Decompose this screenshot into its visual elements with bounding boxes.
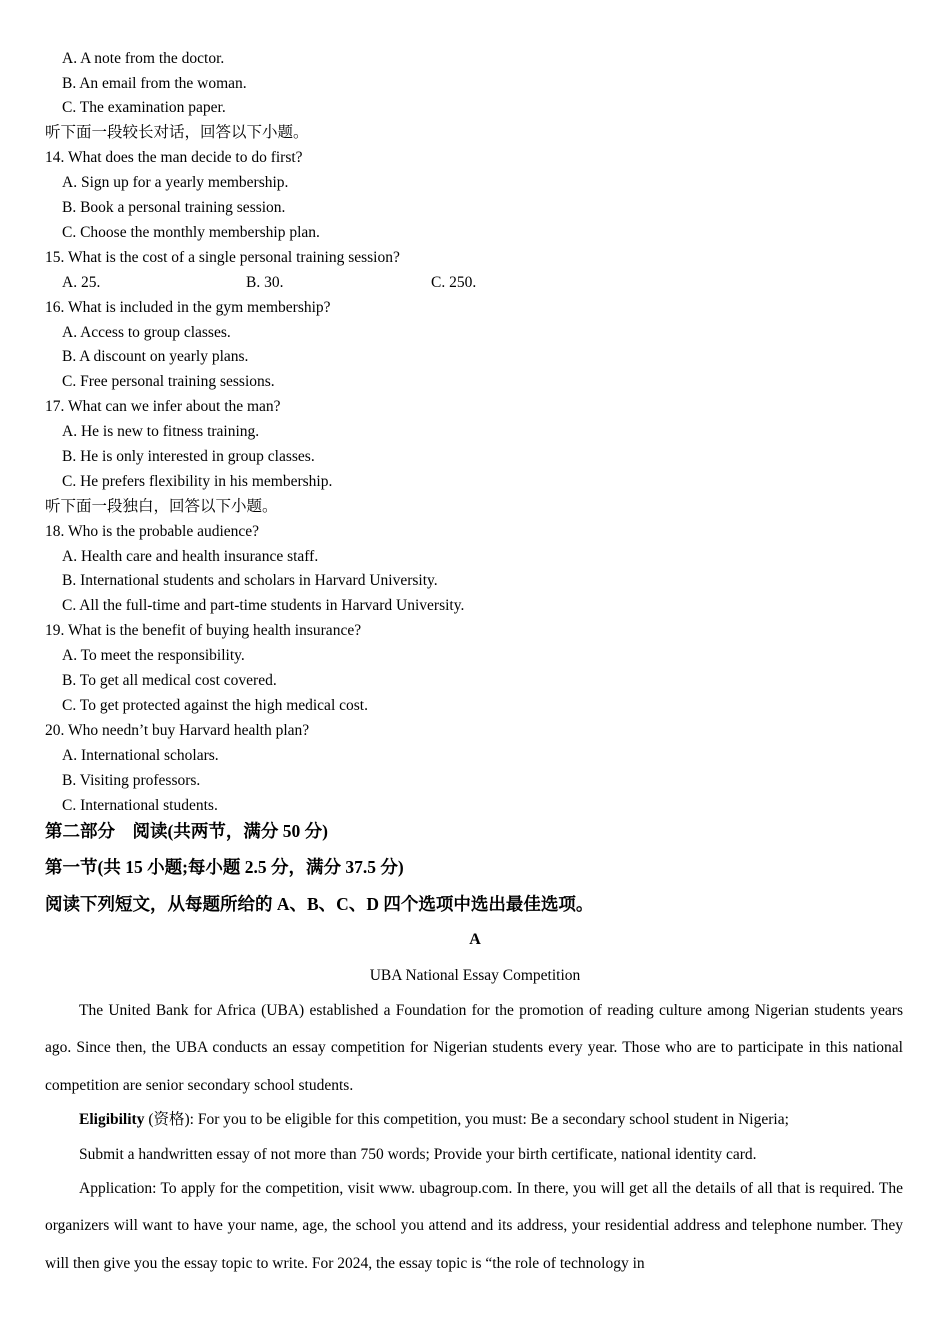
q17-option-b: B. He is only interested in group classes. xyxy=(62,448,315,465)
q14-option-b: B. Book a personal training session. xyxy=(62,199,286,216)
q16-stem: 16. What is included in the gym membership? xyxy=(45,299,331,316)
passage-letter: A xyxy=(469,931,481,948)
passage-paragraph-3: Submit a handwritten essay of not more than 750 words; Provide your birth certificate, national identity card. xyxy=(79,1146,757,1163)
q17-option-a: A. He is new to fitness training. xyxy=(62,423,260,440)
q18-option-b: B. International students and scholars in Harvard University. xyxy=(62,572,438,589)
q20-option-c: C. International students. xyxy=(62,797,218,814)
q17-option-c: C. He prefers flexibility in his membership. xyxy=(62,473,333,490)
q13-option-b: B. An email from the woman. xyxy=(62,75,247,92)
q18-stem: 18. Who is the probable audience? xyxy=(45,523,260,540)
q18-option-c: C. All the full-time and part-time students in Harvard University. xyxy=(62,597,465,614)
q14-option-c: C. Choose the monthly membership plan. xyxy=(62,224,320,241)
q14-stem: 14. What does the man decide to do first? xyxy=(45,149,303,166)
q18-option-a: A. Health care and health insurance staff. xyxy=(62,548,319,565)
q19-option-c: C. To get protected against the high medical cost. xyxy=(62,697,368,714)
q16-option-c: C. Free personal training sessions. xyxy=(62,373,275,390)
q19-option-b: B. To get all medical cost covered. xyxy=(62,672,277,689)
eligibility-paragraph xyxy=(79,1110,789,1130)
q16-option-a: A. Access to group classes. xyxy=(62,324,231,341)
passage-title: UBA National Essay Competition xyxy=(369,967,581,984)
section1-heading: 第一节(共 15 小题;每小题 2.5 分，满分 37.5 分) xyxy=(45,857,404,877)
q20-option-a: A. International scholars. xyxy=(62,747,219,764)
q15-option-a: A. 25. xyxy=(62,274,101,291)
passage-paragraph-4: Application: To apply for the competition, visit www. ubagroup.com. In there, you will get all the details of all that is required. The organizers will want to have your name, age, the school you attend and its address, your residential address and telephone number. They will then give you the essay topic to write. For 2024, the essay topic is “the role of technology in xyxy=(45,1180,903,1272)
eligibility-text: (资格): For you to be eligible for this competition, you must: Be a secondary school student in Nigeria; xyxy=(144,1111,789,1128)
q15-option-b: B. 30. xyxy=(246,274,284,291)
q19-option-a: A. To meet the responsibility. xyxy=(62,647,245,664)
q13-option-c: C. The examination paper. xyxy=(62,99,226,116)
q20-option-b: B. Visiting professors. xyxy=(62,772,201,789)
q20-stem: 20. Who needn’t buy Harvard health plan? xyxy=(45,722,310,739)
q17-stem: 17. What can we infer about the man? xyxy=(45,398,281,415)
monologue-instruction: 听下面一段独白，回答以下小题。 xyxy=(45,498,278,515)
q16-option-b: B. A discount on yearly plans. xyxy=(62,348,249,365)
reading-instruction: 阅读下列短文，从每题所给的 A、B、C、D 四个选项中选出最佳选项。 xyxy=(45,894,594,914)
q14-option-a: A. Sign up for a yearly membership. xyxy=(62,174,289,191)
q15-option-c: C. 250. xyxy=(431,274,477,291)
q15-stem: 15. What is the cost of a single personal training session? xyxy=(45,249,400,266)
eligibility-label: Eligibility xyxy=(79,1111,145,1128)
passage-paragraph-1: The United Bank for Africa (UBA) established a Foundation for the promotion of reading culture among Nigerian students years ago. Since then, the UBA conducts an essay competition for Nigerian students every year. Those who are to participate in this national competition are senior secondary school students. xyxy=(45,1002,903,1094)
part2-heading: 第二部分 阅读(共两节，满分 50 分) xyxy=(45,821,328,841)
q13-option-a: A. A note from the doctor. xyxy=(62,50,225,67)
q19-stem: 19. What is the benefit of buying health insurance? xyxy=(45,622,362,639)
dialogue-instruction: 听下面一段较长对话，回答以下小题。 xyxy=(45,124,309,141)
